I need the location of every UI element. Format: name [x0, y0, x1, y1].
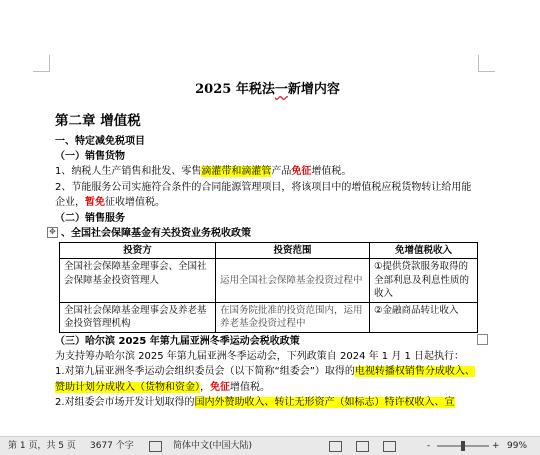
table-cell[interactable]: 全国社会保障基金理事会及养老基金投资管理机构: [60, 302, 216, 332]
table-row: [60, 302, 478, 332]
spelling-error[interactable]: 一: [274, 82, 288, 97]
table-cell[interactable]: 全国社会保障基金理事会、全国社会保障基金投资管理人: [60, 259, 216, 303]
crop-mark-top-right: [478, 55, 495, 72]
table-section: [49, 226, 480, 333]
highlight: 电视转播权销售分成收入、赞助计划分成收入（货物和资金）: [55, 366, 475, 393]
table-row: [60, 259, 478, 303]
table-header-row: [60, 242, 478, 259]
move-handle-icon[interactable]: ✥: [47, 227, 58, 238]
paragraph-3: 为支持筹办哈尔滨 2025 年第九届亚洲冬季运动会，下列政策自 2024 年 1 月 1 日起执行：: [55, 350, 465, 362]
zoom-out-button[interactable]: -: [427, 441, 431, 451]
table-cell[interactable]: 运用全国社会保障基金投资过程中: [216, 259, 370, 303]
language-indicator[interactable]: 简体中文(中国大陆): [173, 441, 253, 451]
red-emphasis: 免征: [291, 166, 312, 177]
table-cell[interactable]: ②金融商品转让收入: [370, 302, 478, 332]
table-heading: 、全国社会保障基金有关投资业务税收政策: [61, 227, 251, 239]
zoom-level[interactable]: 99%: [507, 441, 528, 451]
subsection-heading: （二）销售服务: [55, 212, 125, 224]
highlight: 滴灌带和滴灌管: [201, 166, 272, 177]
word-count[interactable]: 3677 个字: [90, 441, 134, 451]
status-bar: [0, 436, 540, 455]
web-layout-icon[interactable]: [383, 441, 396, 452]
table-header: 免增值税收入: [370, 242, 478, 259]
red-emphasis: 暂免: [85, 197, 105, 208]
section-heading: 一、特定减免税项目: [55, 136, 145, 147]
highlight: 国内外赞助收入、转让无形资产（如标志）特许权收入、宣: [194, 397, 455, 408]
paragraph-2: 2、节能服务公司实施符合条件的合同能源管理项目，将该项目中的增值税应税货物转让给用能企业，暂免征收增值税。: [55, 181, 472, 208]
paragraph-1: 1、纳税人生产销售和批发、零售滴灌带和滴灌管产品免征增值税。: [55, 166, 352, 177]
table-header: 投资范围: [216, 242, 370, 259]
read-mode-icon[interactable]: [329, 441, 342, 452]
table-cell[interactable]: ①提供贷款服务取得的全部利息及利息性质的收入: [370, 259, 478, 303]
subsection-heading: （三）哈尔滨 2025 年第九届亚洲冬季运动会税收政策: [55, 334, 480, 349]
subsection-heading: （一）销售货物: [55, 151, 125, 162]
chapter-heading: 第二章 增值税: [55, 113, 141, 129]
table-header: 投资方: [60, 242, 216, 259]
zoom-in-button[interactable]: +: [492, 441, 500, 451]
zoom-slider-thumb[interactable]: [461, 441, 465, 451]
document-body[interactable]: [49, 78, 480, 411]
table-cell[interactable]: 在国务院批准的投资范围内，运用养老基金投资过程中: [216, 302, 370, 332]
crop-mark-top-left: [33, 55, 50, 72]
proofing-icon[interactable]: [149, 441, 162, 452]
document-title: 2025 年税法一新增内容: [195, 82, 340, 97]
red-emphasis: 免征: [210, 381, 230, 393]
paragraph-4: 1.对第九届亚洲冬季运动会组织委员会（以下简称“组委会”）取得的电视转播权销售分成收入、赞助计划分成收入（货物和资金），免征增值税。: [55, 366, 475, 393]
print-layout-icon[interactable]: [356, 441, 369, 452]
tax-table[interactable]: [59, 242, 478, 333]
page-counter[interactable]: 第 1 页，共 5 页: [8, 441, 76, 451]
paragraph-5: 2.对组委会市场开发计划取得的国内外赞助收入、转让无形资产（如标志）特许权收入、宣: [55, 397, 455, 408]
table-end-marker[interactable]: [477, 334, 488, 345]
